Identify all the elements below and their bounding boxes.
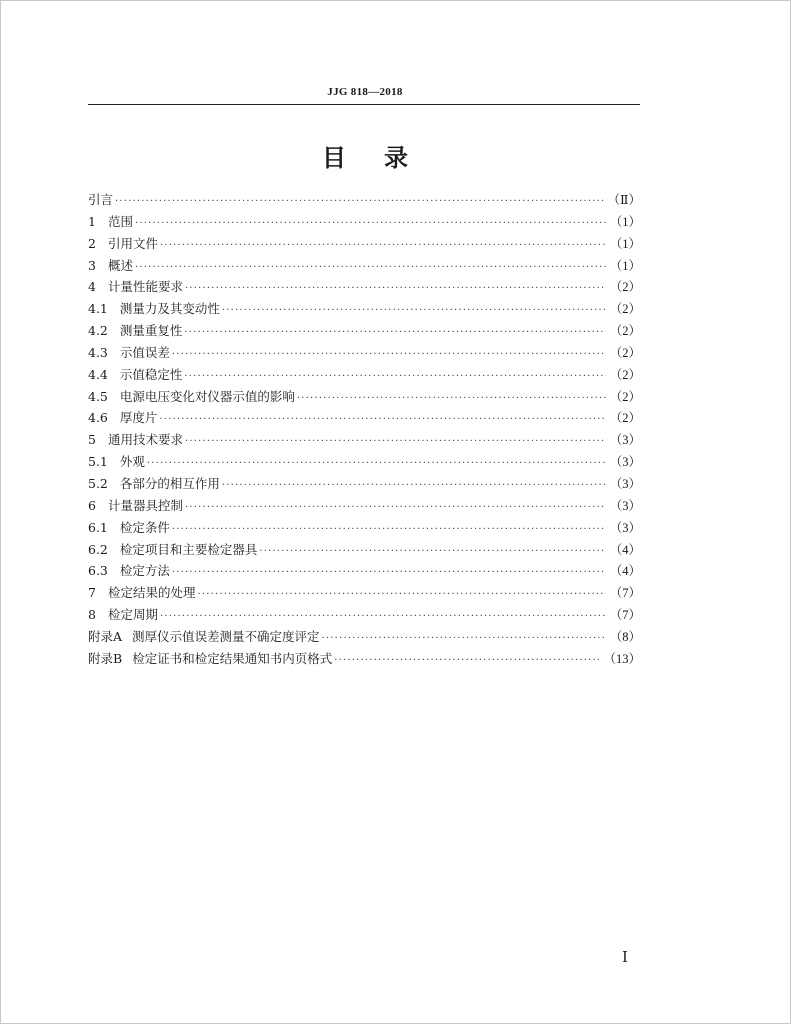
toc-entry-page: （3） <box>609 433 641 448</box>
leader-dots <box>334 655 599 666</box>
toc-entry[interactable] <box>88 299 641 321</box>
toc-entry-title: 示值稳定性 <box>119 366 183 382</box>
toc-entry-number: 4.4 <box>88 366 108 382</box>
toc-entry-title: 检定周期 <box>107 607 158 623</box>
table-of-contents <box>88 190 641 671</box>
toc-entry-title: 概述 <box>107 257 133 273</box>
toc-entry-number: 8 <box>88 607 96 623</box>
toc-entry-title: 检定条件 <box>119 519 170 535</box>
toc-entry[interactable] <box>88 496 641 518</box>
toc-entry-page: （Ⅱ） <box>607 193 641 207</box>
header-rule <box>88 104 640 105</box>
toc-entry[interactable] <box>88 605 641 627</box>
toc-entry-number: 6.2 <box>88 541 108 557</box>
leader-dots <box>185 283 606 294</box>
toc-entry-title: 示值误差 <box>119 344 170 360</box>
toc-entry-title: 测厚仪示值误差测量不确定度评定 <box>132 628 320 644</box>
toc-entry-page: （2） <box>609 389 641 404</box>
toc-entry-title: 检定方法 <box>119 563 170 579</box>
page-title: 目录 <box>322 144 446 172</box>
toc-entry[interactable] <box>88 212 641 234</box>
toc-entry-number: 附录B <box>88 650 123 666</box>
toc-entry-title: 通用技术要求 <box>107 432 183 448</box>
toc-entry-number: 5 <box>88 432 96 448</box>
leader-dots <box>259 546 605 557</box>
toc-entry[interactable] <box>88 540 641 562</box>
toc-entry-title: 检定证书和检定结果通知书内页格式 <box>132 650 333 666</box>
leader-dots <box>172 567 606 578</box>
toc-entry[interactable] <box>88 365 641 387</box>
toc-entry-number: 1 <box>88 213 96 229</box>
toc-entry[interactable] <box>88 343 641 365</box>
toc-entry-page: （4） <box>609 564 641 579</box>
toc-entry[interactable] <box>88 430 641 452</box>
toc-entry-number: 4.1 <box>88 301 108 317</box>
standard-code: JJG 818—2018 <box>327 86 403 98</box>
toc-entry-page: （3） <box>609 498 641 513</box>
leader-dots <box>222 480 606 491</box>
toc-entry-number: 6.1 <box>88 519 108 535</box>
toc-entry-title: 引言 <box>88 192 114 207</box>
toc-entry-page: （2） <box>609 324 641 339</box>
toc-entry[interactable] <box>88 561 641 583</box>
toc-entry-title: 计量性能要求 <box>107 279 183 295</box>
toc-entry-page: （2） <box>609 367 641 382</box>
toc-entry[interactable] <box>88 518 641 540</box>
leader-dots <box>184 327 605 338</box>
toc-entry[interactable] <box>88 277 641 299</box>
toc-entry-title: 各部分的相互作用 <box>119 475 220 491</box>
leader-dots <box>115 196 603 207</box>
toc-entry-number: 4 <box>88 279 96 295</box>
leader-dots <box>135 262 606 273</box>
toc-entry-page: （3） <box>609 476 641 491</box>
leader-dots <box>185 436 606 447</box>
leader-dots <box>184 371 605 382</box>
toc-entry-number: 7 <box>88 585 96 601</box>
leader-dots <box>197 589 605 600</box>
toc-entry-page: （2） <box>609 345 641 360</box>
toc-entry-page: （7） <box>609 608 641 623</box>
toc-entry[interactable] <box>88 234 641 256</box>
toc-entry-page: （8） <box>609 629 641 644</box>
toc-entry[interactable] <box>88 321 641 343</box>
leader-dots <box>160 240 606 251</box>
toc-entry[interactable] <box>88 408 641 430</box>
toc-entry-number: 4.5 <box>88 388 108 404</box>
leader-dots <box>172 349 606 360</box>
toc-entry-title: 检定结果的处理 <box>107 585 196 601</box>
toc-entry-number: 2 <box>88 235 96 251</box>
toc-entry-number: 5.2 <box>88 475 108 491</box>
toc-entry-title: 外观 <box>119 454 145 470</box>
toc-entry-title: 厚度片 <box>119 410 158 426</box>
toc-entry-title: 检定项目和主要检定器具 <box>119 541 258 557</box>
toc-entry[interactable] <box>88 627 641 649</box>
toc-entry-page: （2） <box>609 280 641 295</box>
toc-entry-title: 计量器具控制 <box>107 497 183 513</box>
toc-entry[interactable] <box>88 387 641 409</box>
toc-entry-number: 4.6 <box>88 410 108 426</box>
toc-entry-page: （1） <box>609 258 641 273</box>
toc-entry-page: （2） <box>609 302 641 317</box>
leader-dots <box>135 218 606 229</box>
toc-entry-title: 测量重复性 <box>119 323 183 339</box>
toc-entry-number: 附录A <box>88 628 123 644</box>
page-number: Ⅰ <box>622 950 628 966</box>
toc-entry[interactable] <box>88 474 641 496</box>
leader-dots <box>172 524 606 535</box>
toc-entry[interactable] <box>88 452 641 474</box>
toc-entry-page: （1） <box>609 236 641 251</box>
toc-entry-page: （7） <box>609 586 641 601</box>
toc-entry-page: （13） <box>603 651 641 666</box>
toc-entry-title: 范围 <box>107 213 133 229</box>
toc-entry-number: 4.2 <box>88 323 108 339</box>
toc-entry-number: 5.1 <box>88 454 108 470</box>
leader-dots <box>147 458 606 469</box>
toc-entry-page: （3） <box>609 520 641 535</box>
toc-entry-page: （3） <box>609 455 641 470</box>
leader-dots <box>185 502 606 513</box>
toc-entry[interactable] <box>88 256 641 278</box>
toc-entry[interactable] <box>88 190 641 212</box>
leader-dots <box>322 633 606 644</box>
toc-entry-number: 6 <box>88 497 96 513</box>
toc-entry-page: （4） <box>609 542 641 557</box>
leader-dots <box>159 414 605 425</box>
toc-entry[interactable] <box>88 583 641 605</box>
toc-entry-number: 6.3 <box>88 563 108 579</box>
leader-dots <box>222 305 606 316</box>
toc-entry[interactable] <box>88 649 641 671</box>
toc-entry-number: 4.3 <box>88 344 108 360</box>
toc-entry-number: 3 <box>88 257 96 273</box>
toc-entry-title: 引用文件 <box>107 235 158 251</box>
leader-dots <box>160 611 606 622</box>
toc-entry-title: 电源电压变化对仪器示值的影响 <box>119 388 295 404</box>
toc-entry-title: 测量力及其变动性 <box>119 301 220 317</box>
toc-entry-page: （2） <box>609 411 641 426</box>
leader-dots <box>297 393 606 404</box>
toc-entry-page: （1） <box>609 214 641 229</box>
